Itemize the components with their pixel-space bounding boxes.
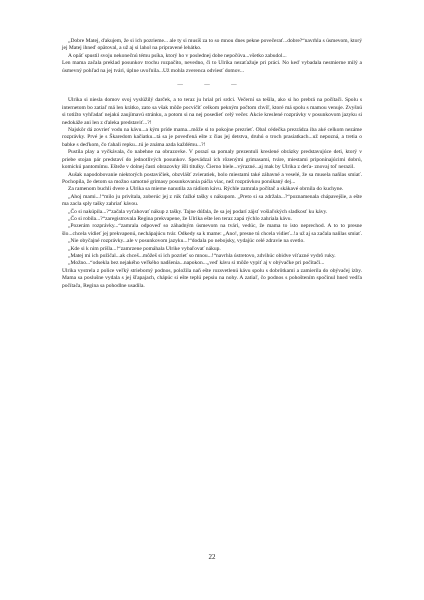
paragraph: Za ramenom buchli dvere a Ulrika sa mierne nanutila za rádiom kávu. Rýchle zamrala počítač a skákavé obrnila do kuchyne. (68, 186, 344, 193)
paragraph: „Ahoj mami...!“milo ju privítala, zoberúc jej z rúk ťažké tašky s nákupom. „Preto si sa zdržala...?“poznamenala chápavejšie, a ešte ma zacla sply tašky zahriať kávou. (62, 193, 362, 208)
paragraph: „Možno...“odsekla bez nejakého veľkého nadšenia...napokon...„veď kávu si môže vypiť aj v obývačke pri počítači... (68, 260, 325, 267)
paragraph: Ulrika vystrela z police veľký strieborný podnos, položila naň ešte rozsvetlenú kávu spolu s dobrôtkami a zamierila do obývačej izby. Mama sa poslušne vydala s jej šľapajach, chápúc si ešte teplú pepsiu na nohy. A zatiaľ, čo podnos s pohoštením spočinul hned vedľa počítača, Regina sa pohodlne usadila. (62, 267, 362, 289)
paragraph: „Dobre Matej, ďakujem, že si ich pozrieme... ale ty si musíš za to so mnou dnes pekne povečerať...dobre?“navrhla s úsmevom, ktorý jej Matej ihneď opätoval, a už aj si lahol na pripravené lehátko. (62, 38, 362, 52)
paragraph: „Matej mi ich požičal...ak chceš...môžeš si ich pozrieť so mnou...!“navrhla ústretovo, zdvihúc obidve víťazné vydrô ruky. (68, 252, 336, 259)
section-separator: — — — (177, 82, 247, 89)
paragraph: Ulrika si niesla domov svoj vyslúžilý darček, a to teraz ju hrial pri srdci. Večerní sa tešila, ako si ho prebrá na počítači. Spolu s internetom bo zatiaľ má len krátko, zato sa však môže pocvičiť celkom pekným počtom chvíľ, ktoré má spolu s mamou venuje. Zvyšnú si totižto vyhľadať nejakú zaujímavú stránku, a potom si na nej posedieť celý večer. Akcie kreslené rozprávky v posunkovom jazyku si nedokáže ani len z ďaleka predstaviť...?! (62, 97, 362, 126)
body-text (62, 38, 362, 290)
page-number: 22 (208, 553, 216, 561)
paragraph: Aušak napodobovanie niektorých postavičiek, obzvlášť zvieratiek, bolo miestami také zábavné a veselé, že sa musela naňlas smiať. Pochopila, že detom sa možno samotné grimasy posunkovania páčia viac, než rozprávkou ponúkaný dej... (62, 171, 362, 185)
paragraph: „Nie obyčajné rozprávky...ale v posunkovom jazyku...!“dodala po nebojsky, vydajúc celé zdravie na svetlo. (68, 238, 305, 245)
paragraph: Pustila play a vyčkávala, čo nabehne na obrazovke. V porazí sa pomaly prezentuli kreslené obrázky predstavujúce deti, ktorý v priebe stojan pár predstaví do jednotlivých posunkov. Spevádzal ich rôzenými grimasami, tváre, miestami priponínajúcimi dobrú, komickú pantomímu. Ešteže v dolnej časti obrazovky išli titulky. Čierno biele...výrazné...aj mak by Ulrika z deťa- znovaj toľ nerazil. (62, 149, 362, 171)
paragraph: „Čo si nakúpila...?“začala vyťahovať nákup z tašky. Tajne dúfala, že sa jej podarí zájsť vošiaľských sladkosť ku kávy. (68, 208, 328, 215)
paragraph: „Kde si k nim prišla...!“zamrzene pomáhala Ulrike vybaľovať nákup. (68, 245, 221, 252)
paragraph: „Pozerám rozprávky...“zamrala odpoveď so záhadným úsmevom na tvári, vedúc, že mama to isto neprechod. A to to presne šlo...chcela vidieť jej prekvapenú, nechápajúcu tvár. Odkedy sa k mame: „Ano!, presne tú chcela vidieť...!a už aj sa začala naňlas smiať. (62, 223, 362, 237)
paragraph: A opäť spustil svoju nekonečnú tému psíka, ktorý ho v poslednej dobe nepočúva...všetko zabudol... (68, 52, 287, 59)
paragraph: Len mama začala preklad posunkov trochu rozpačito, nevedno, či to Ulrika nezaťažuje pri práci. No keď vybadala nesmierne milý a úsmevný pohľad na jej tvári, úplne uvoľnila...Už mohla zverenca odviesť domov... (62, 60, 362, 74)
paragraph: „Čo si robila...?“zaregistrovala Regina prekvapene, že Ulrika ešte len teraz zapá rýchlo zahriala kávu. (68, 215, 292, 222)
paragraph: Najskôr dá zovrieť vodu na kávu...a kým príde mama...môže si to pokojne prezrieť. Obal cédečka prezrádza iba aké celkom nezáme rozprávky. Prvé je s Škaredom kačiatku...tá sa je poveďená ešte z čias jej detstva, druhú o troch prasiatkach...už nepozná, a tretia o babke s deďkom, čo ťahali repku...tú je známa azda každému...?! (62, 127, 362, 148)
